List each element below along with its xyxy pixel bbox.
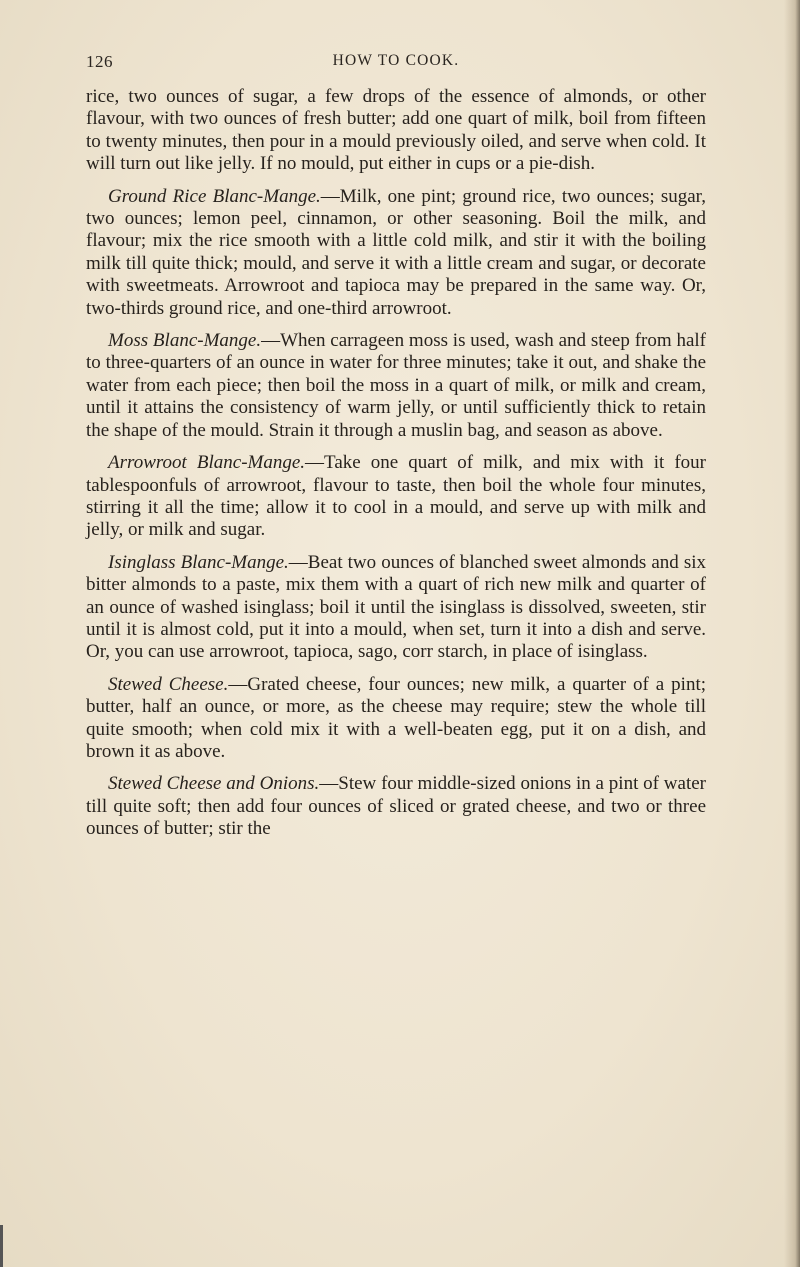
- recipe-arrowroot-blanc-mange: [86, 452, 706, 542]
- recipe-text: —Beat two ounces of blanched sweet almonds and six bitter almonds to a paste, mix them with a quart of rich new milk and quarter of an ounce of washed isinglass; boil it until the isinglass is dissolved, sweeten, stir until it is almost cold, put it into a mould, when set, turn it into a dish and serve. Or, you can use arrowroot, tapioca, sago, corr starch, in place of isinglass.: [86, 551, 706, 663]
- recipe-text: —Take one quart of milk, and mix with it four tablespoonfuls of arrowroot, flavour to taste, then boil the whole four minutes, stirring it all the time; allow it to cool in a mould, and serve up with milk and jelly, or milk and sugar.: [86, 452, 706, 541]
- paragraph-text: rice, two ounces of sugar, a few drops of the essence of almonds, or other flavour, with two ounces of fresh butter; add one quart of milk, boil from fifteen to twenty minutes, then pour in a mould previously oiled, and serve when cold. It will turn out like jelly. If no mould, put either in cups or a pie-dish.: [86, 86, 706, 175]
- recipe-stewed-cheese: [86, 674, 706, 764]
- running-head: [86, 52, 706, 76]
- recipe-text: —Stew four middle-sized onions in a pint of water till quite soft; then add four ounces of sliced or grated cheese, and two or three ounces of butter; stir the: [86, 773, 706, 840]
- recipe-text: —Grated cheese, four ounces; new milk, a quarter of a pint; butter, half an ounce, or more, as the cheese may require; stew the whole till quite smooth; when cold mix it with a well-beaten egg, put it on a dish, and brown it as above.: [86, 673, 706, 762]
- recipe-title: Arrowroot Blanc-Mange.: [108, 452, 306, 474]
- paragraph-continuation: [86, 86, 706, 176]
- recipe-text: —When carrageen moss is used, wash and steep from half to three-quarters of an ounce in water for three minutes; take it out, and shake the water from each piece; then boil the moss in a quart of milk, or milk and cream, until it attains the consistency of warm jelly, or until sufficiently thick to retain the shape of the mould. Strain it through a muslin bag, and season as above.: [86, 330, 706, 441]
- recipe-stewed-cheese-and-onions: [86, 773, 706, 840]
- recipe-isinglass-blanc-mange: [86, 552, 706, 664]
- recipe-title: Ground Rice Blanc-Mange.: [108, 185, 321, 207]
- recipe-text: —Milk, one pint; ground rice, two ounces; sugar, two ounces; lemon peel, cinnamon, or other seasoning. Boil the milk, and flavour; mix the rice smooth with a little cold milk, and stir it with the boiling milk till quite thick; mould, and serve it with a little cream and sugar, or decorate with sweetmeats. Arrowroot and tapioca may be prepared in the same way. Or, two-thirds ground rice, and one-third arrowroot.: [86, 185, 706, 319]
- recipe-ground-rice-blanc-mange: [86, 186, 706, 320]
- page-edge-shadow: [784, 0, 800, 1267]
- recipe-title: Stewed Cheese.: [108, 673, 229, 695]
- header-title: HOW TO COOK.: [332, 52, 460, 69]
- recipe-moss-blanc-mange: [86, 330, 706, 442]
- recipe-title: Stewed Cheese and Onions.: [108, 773, 320, 795]
- scan-margin-mark: [0, 1225, 3, 1267]
- page-number: 126: [86, 52, 113, 71]
- recipe-title: Isinglass Blanc-Mange.: [108, 551, 289, 573]
- recipe-title: Moss Blanc-Mange.: [108, 330, 262, 352]
- body-text: [86, 86, 706, 851]
